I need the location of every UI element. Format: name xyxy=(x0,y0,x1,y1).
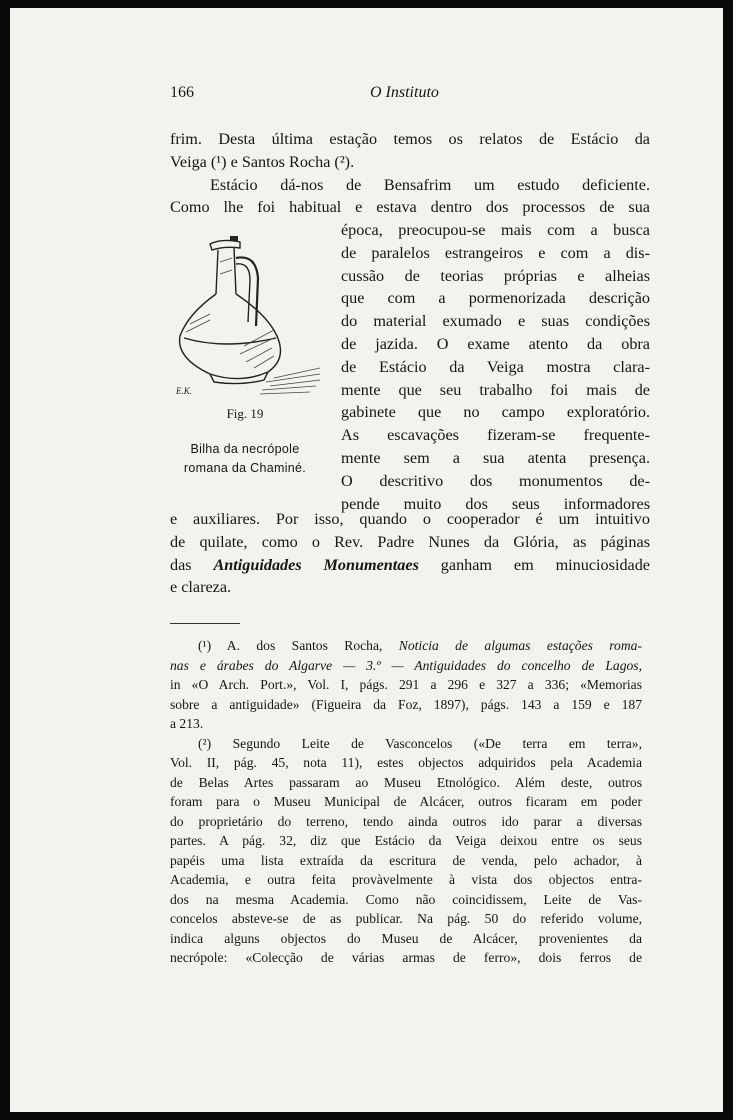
footnote-1-line: sobre a antiguidade» (Figueira da Foz, 1897), págs. 143 a 159 e 187 xyxy=(170,696,642,712)
footnote-2-line: necrópole: «Colecção de várias armas de ferro», dois ferros de xyxy=(170,950,642,965)
text-line: de paralelos estrangeiros e com a dis- xyxy=(341,243,650,262)
text-line: cussão de teorias próprias e alheias xyxy=(341,266,650,285)
footnote-2-line: (²) Segundo Leite de Vasconcelos («De terra em terra», xyxy=(198,735,642,751)
text-line: do material exumado e suas condições xyxy=(341,312,650,331)
text-line: mente sem a sua atenta presença. xyxy=(341,448,650,467)
figure-caption xyxy=(170,440,320,478)
text-line: de Estácio da Veiga mostra clara- xyxy=(341,357,650,376)
footnote-2-line: Vol. II, pág. 45, nota 11), estes objectos adquiridos pela Academia xyxy=(170,755,642,770)
text-line: que com a pormenorizada descrição xyxy=(341,289,650,308)
caption-line: Bilha da necrópole xyxy=(190,442,300,456)
text-line: de quilate, como o Rev. Padre Nunes da Glória, as páginas xyxy=(170,532,650,551)
figure-label: Fig. 19 xyxy=(226,406,264,421)
caption-line: romana da Chaminé. xyxy=(183,461,307,475)
footnote-2-line: indica alguns objectos do Museu de Alcácer, provenientes da xyxy=(170,930,642,946)
footnotes xyxy=(170,636,642,968)
text-line: Veiga (¹) e Santos Rocha (²). xyxy=(170,152,355,171)
figure-19 xyxy=(170,234,320,484)
text-line: Como lhe foi habitual e estava dentro dos processos de sua xyxy=(170,198,650,217)
footnote-2-line: dos na mesma Academia. Como não coincidissem, Leite de Vas- xyxy=(170,891,642,907)
text-line: e clareza. xyxy=(170,578,232,597)
footnote-rule xyxy=(170,623,240,624)
text-line: Estácio dá-nos de Bensafrim um estudo deficiente. xyxy=(210,175,650,194)
text-line: O descritivo dos monumentos de- xyxy=(341,471,650,490)
footnote-2-line: partes. A pág. 32, diz que Estácio da Veiga deixou entre os seus xyxy=(170,833,642,848)
text-line: e auxiliares. Por isso, quando o cooperador é um intuitivo xyxy=(170,510,650,528)
text-line: As escavações fizeram-se frequente- xyxy=(341,426,650,445)
text-line: das Antiguidades Monumentaes ganham em minuciosidade xyxy=(170,555,650,574)
running-header xyxy=(170,84,650,106)
footnote-2-line: foram para o Museu Municipal de Alcácer, outros ficaram em poder xyxy=(170,794,642,809)
footnote-2-line: do proprietário do terreno, tendo ainda outros ido parar a diversas xyxy=(170,813,642,829)
jug-illustration xyxy=(170,234,320,404)
footnote-2-line: Academia, e outra feita provàvelmente à vista dos objectos entra- xyxy=(170,872,642,887)
footnote-1-line: (¹) A. dos Santos Rocha, Noticia de algumas estações roma- xyxy=(198,638,642,653)
footnote-2-line: de Belas Artes passaram ao Museu Etnológico. Além deste, outros xyxy=(170,774,642,790)
book-page xyxy=(10,8,723,1112)
text-line: pende muito dos seus informadores xyxy=(341,494,650,513)
text-line: gabinete que no campo exploratório. xyxy=(341,403,650,422)
paragraph-block-3 xyxy=(170,508,650,599)
book-title: Antiguidades Monumentaes xyxy=(213,555,419,574)
paragraph-block-2 xyxy=(341,219,650,515)
paragraph-block-1 xyxy=(170,128,650,219)
text-line: frim. Desta última estação temos os relatos de Estácio da xyxy=(170,130,650,148)
text-line: de jazida. O exame atento da obra xyxy=(341,334,650,353)
artist-signature: E.K. xyxy=(176,386,193,396)
footnote-1-line: a 213. xyxy=(170,716,204,731)
footnote-2-line: papéis uma lista extraída da escritura de venda, pelo achador, à xyxy=(170,852,642,868)
footnote-1-line: in «O Arch. Port.», Vol. I, págs. 291 a 296 e 327 a 336; «Memorias xyxy=(170,677,642,692)
footnote-1-line: nas e árabes do Algarve — 3.º — Antiguidades do concelho de Lagos, xyxy=(170,657,642,673)
page-number: 166 xyxy=(170,84,194,101)
footnote-2-line: concelos absteve-se de as publicar. Na pág. 50 do referido volume, xyxy=(170,911,642,926)
running-title: O Instituto xyxy=(370,84,439,101)
text-line: época, preocupou-se mais com a busca xyxy=(341,221,650,239)
text-line: mente que seu trabalho foi mais de xyxy=(341,380,650,399)
